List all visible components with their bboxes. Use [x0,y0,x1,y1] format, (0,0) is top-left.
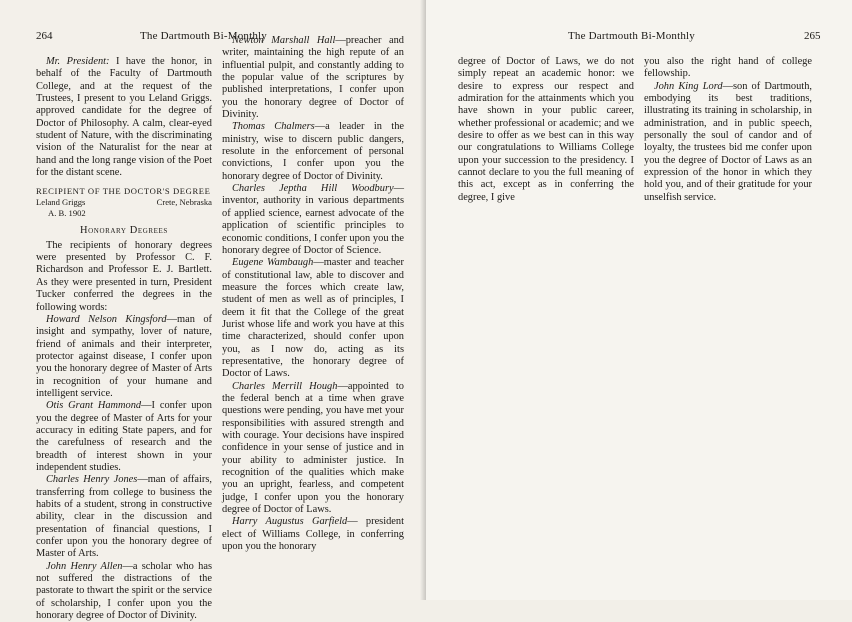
citation-wambaugh [222,257,404,380]
citation-hammond [36,400,212,474]
citation-garfield [222,516,404,553]
citation-name: Charles Jeptha Hill Woodbury [232,183,394,195]
recipient-name: Leland Griggs [36,197,86,208]
citation-text: —man of affairs, transferring from college to business the habits of a student, strong in constructive ability, clear in the discussion and presentation of financial questions, I confer upon you the honorary degree of Master of Arts. [36,474,212,560]
intro-paragraph [36,56,212,179]
page-number-left: 264 [36,30,53,42]
citation-name: Otis Grant Hammond [46,400,142,412]
column-2 [222,35,404,553]
column-4 [644,56,812,204]
citation-hall [222,35,404,121]
intro-text: I have the honor, in behalf of the Faculty of Dartmouth College, and at the request of the Trustees, I present to you Leland Griggs. approved candidate for the degree of Doctor of Philosophy. A calm, clear-eyed student of Nature, with the discriminating vision of the Naturalist for the near at hand and the long range vision of the Poet for the distant scene. [36,56,213,179]
running-head-left: The Dartmouth Bi-Monthly [140,30,268,42]
running-head-right: The Dartmouth Bi-Monthly [568,30,696,42]
recipient-row [36,197,212,208]
fellowship-line: you also the right hand of college fellowship. [644,56,812,80]
citation-allen [36,561,212,622]
citation-text: —master and teacher of constitutional law, able to discover and measure the forces which create law, student of men as well as of principles, I deem it fit that the College of the great Jurist whose life and work you have at this time characterized, should confer upon you, as I now do, acting as its representative, the honorary degree of Doctor of Laws. [222,257,404,380]
citation-name: Harry Augustus Garfield [232,516,348,528]
citation-chalmers [222,121,404,183]
citation-woodbury [222,183,404,257]
citation-text: —a scholar who has not suffered the distractions of the pastorate to thwart the spirit or the service of scholarship, I confer upon you the honorary degree of Doctor of Divinity. [36,560,212,622]
citation-text: —I confer upon you the degree of Master of Arts for your accuracy in editing State papers, and for the carefulness of research and the breadth of interest shown in your independent studies. [36,400,212,473]
citation-text: — president elect of Williams College, in conferring upon you the honorary [222,516,404,553]
right-page [426,0,852,600]
citation-kingsford [36,314,212,400]
recipient-degree: A. B. 1902 [48,208,86,219]
citation-hough [222,381,404,517]
citation-text: —son of Dartmouth, embodying its best traditions, illustrating its training in scholarship, in administration, and in public speech, personally the soul of candor and of loyalty, the trustees bid me confer upon you the degree of Doctor of Laws as an expression of the honor in which they hold you, and of their gratitude for your unselfish service. [644,80,812,203]
section-heading: Honorary Degrees [80,225,168,237]
citation-lord [644,81,812,204]
citation-text: —a leader in the ministry, wise to discern public dangers, resolute in the enforcement of personal convictions, I confer upon you the honorary degree of Doctor of Divinity. [222,121,404,182]
citation-name: Eugene Wambaugh [232,257,314,269]
citation-text: —inventor, authority in various departments of applied science, earnest advocate of the application of scientific principles to economic conditions, I confer upon you the honorary degree of Doctor of Science. [222,183,404,256]
citation-text: —appointed to the federal bench at a time when grave questions were pending, you have met your responsibilities with assured strength and with courage. Your decisions have inspired confidence in your sense of justice and in your ability to administer justice. In recognition of the qualities which make you an upright, fearless, and competent judge, I confer upon you the honorary degree of Doctor of Laws. [222,380,404,516]
citation-name: John King Lord [654,80,723,92]
page-number-right: 265 [804,30,821,42]
citation-text: —preacher and writer, maintaining the high repute of an influential pulpit, and constantly adding to the popular value of the scriptures by published interpretations, I confer upon you the honorary degree of Doctor of Divinity. [222,35,404,121]
column-1 [36,56,212,622]
citation-name: Newton Marshall Hall [232,35,336,46]
garfield-continuation: degree of Doctor of Laws, we do not simply repeat an academic honor: we desire to express our respect and admiration for the attainments which you have shown in your public career, whether professional or academic; and we desire to offer as we best can in this way our congratulations to Williams College upon your succession to the presidency. I cannot declare to you the full meaning of this act, except as in conferring the degree, I give [458,56,634,203]
recipient-caption: RECIPIENT OF THE DOCTOR'S DEGREE [36,186,211,197]
citation-name: Thomas Chalmers [232,121,315,133]
citation-name: Howard Nelson Kingsford [46,313,167,325]
citation-name: Charles Merrill Hough [232,380,338,392]
citation-jones [36,474,212,560]
citation-text: —man of insight and sympathy, lover of nature, friend of animals and their interpreter, protector against disease, I confer upon you the honorary degree of Master of Arts in recognition of your humane and intelligent service. [36,313,212,399]
citation-name: John Henry Allen [46,560,123,572]
section-intro: The recipients of honorary degrees were presented by Professor C. F. Richardson and Professor E. J. Bartlett. As they were presented in turn, President Tucker conferred the degrees in the following words: [36,239,212,313]
citation-name: Charles Henry Jones [46,474,138,486]
intro-salutation: Mr. President: [46,56,110,67]
column-3 [458,56,634,204]
recipient-place: Crete, Nebraska [156,197,212,208]
